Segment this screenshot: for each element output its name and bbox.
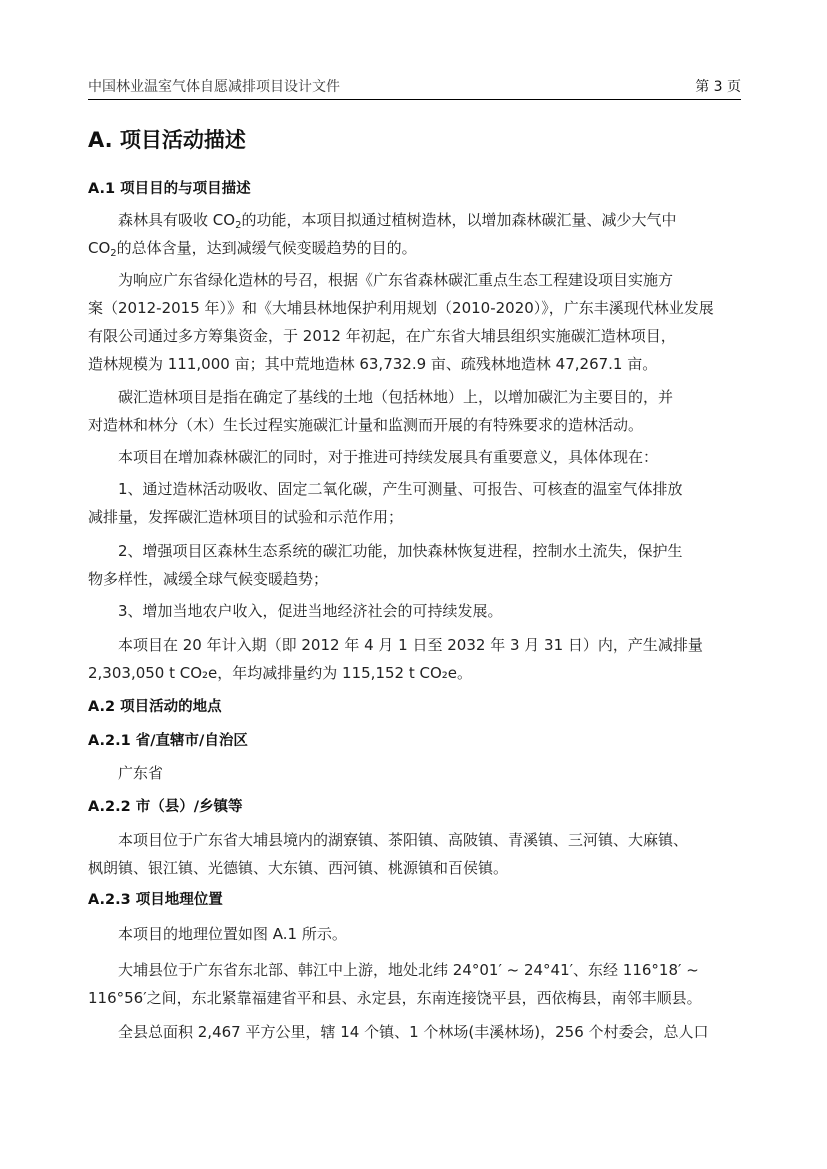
text-line: 碳汇造林项目是指在确定了基线的土地（包括林地）上，以增加碳汇为主要目的，并 — [118, 388, 674, 406]
heading-a1: A.1 项目目的与项目描述 — [88, 181, 251, 197]
text-line: 有限公司通过多方筹集资金，于 2012 年初起，在广东省大埔县组织实施碳汇造林项目， — [88, 327, 676, 345]
heading-a2-3: A.2.3 项目地理位置 — [88, 892, 223, 908]
text-line: 减排量，发挥碳汇造林项目的试验和示范作用； — [88, 508, 404, 526]
paragraph-a1-2 — [88, 266, 741, 378]
text-line: 物多样性，减缓全球气候变暖趋势； — [88, 570, 329, 588]
text-line: 全县总面积 2,467 平方公里，辖 14 个镇、1 个林场(丰溪林场)，256 个村委会，总人口 — [118, 1023, 709, 1041]
paragraph-a1-7 — [88, 597, 741, 625]
paragraph-a1-1 — [88, 206, 741, 262]
section-title: A. 项目活动描述 — [88, 128, 246, 152]
text-line: 2、增强项目区森林生态系统的碳汇功能，加快森林恢复进程，控制水土流失，保护生 — [118, 542, 683, 560]
text-line: 案（2012-2015 年）》和《大埔县林地保护利用规划（2010-2020）》，广东丰溪现代林业发展 — [88, 299, 714, 317]
text-line: 对造林和林分（木）生长过程实施碳汇计量和监测而开展的有特殊要求的造林活动。 — [88, 416, 644, 434]
text-line: 大埔县位于广东省东北部、韩江中上游，地处北纬 24°01′ ~ 24°41′、东经 116°18′ ~ — [118, 961, 699, 979]
text-line: 森林具有吸收 $CO_2$的功能，本项目拟通过植树造林，以增加森林碳汇量、减少大气中 — [118, 211, 677, 231]
text-line: 造林规模为 111,000 亩；其中荒地造林 63,732.9 亩、疏残林地造林 47,267.1 亩。 — [88, 355, 658, 373]
header-doc-title: 中国林业温室气体自愿减排项目设计文件 — [88, 79, 340, 95]
paragraph-a1-8 — [88, 631, 741, 687]
header-page-number: 第 3 页 — [695, 79, 741, 95]
paragraph-a2-2 — [88, 826, 741, 882]
paragraph-a1-3 — [88, 383, 741, 439]
paragraph-a2-3-1 — [88, 920, 741, 948]
paragraph-a2-3-2 — [88, 956, 741, 1012]
paragraph-a1-4 — [88, 443, 741, 471]
text-line: 枫朗镇、银江镇、光德镇、大东镇、西河镇、桃源镇和百侯镇。 — [88, 859, 509, 877]
heading-a2-1: A.2.1 省/直辖市/自治区 — [88, 733, 248, 749]
heading-a2: A.2 项目活动的地点 — [88, 699, 222, 715]
text-line: 本项目位于广东省大埔县境内的湖寮镇、茶阳镇、高陂镇、青溪镇、三河镇、大麻镇、 — [118, 831, 689, 849]
paragraph-a2-1 — [88, 759, 741, 787]
text-line: 本项目的地理位置如图 A.1 所示。 — [118, 925, 347, 943]
text-line: 1、通过造林活动吸收、固定二氧化碳，产生可测量、可报告、可核查的温室气体排放 — [118, 480, 683, 498]
text-line: 2,303,050 t CO₂e，年均减排量约为 115,152 t CO₂e。 — [88, 664, 473, 682]
paragraph-a2-3-3 — [88, 1018, 741, 1046]
text-line: 116°56′之间，东北紧靠福建省平和县、永定县，东南连接饶平县，西依梅县，南邻丰顺县。 — [88, 989, 702, 1007]
paragraph-a1-5 — [88, 475, 741, 531]
text-line: 为响应广东省绿化造林的号召，根据《广东省森林碳汇重点生态工程建设项目实施方 — [118, 271, 674, 289]
text-line: $CO_2$的总体含量，达到减缓气候变暖趋势的目的。 — [88, 239, 417, 259]
text-line: 广东省 — [118, 764, 164, 782]
text-line: 本项目在 20 年计入期（即 2012 年 4 月 1 日至 2032 年 3 月 31 日）内，产生减排量 — [118, 636, 703, 654]
text-line: 3、增加当地农户收入，促进当地经济社会的可持续发展。 — [118, 602, 503, 620]
paragraph-a1-6 — [88, 537, 741, 593]
page-header — [88, 76, 741, 98]
text-line: 本项目在增加森林碳汇的同时，对于推进可持续发展具有重要意义，具体体现在： — [118, 448, 659, 466]
header-divider — [88, 99, 741, 100]
heading-a2-2: A.2.2 市（县）/乡镇等 — [88, 799, 243, 815]
